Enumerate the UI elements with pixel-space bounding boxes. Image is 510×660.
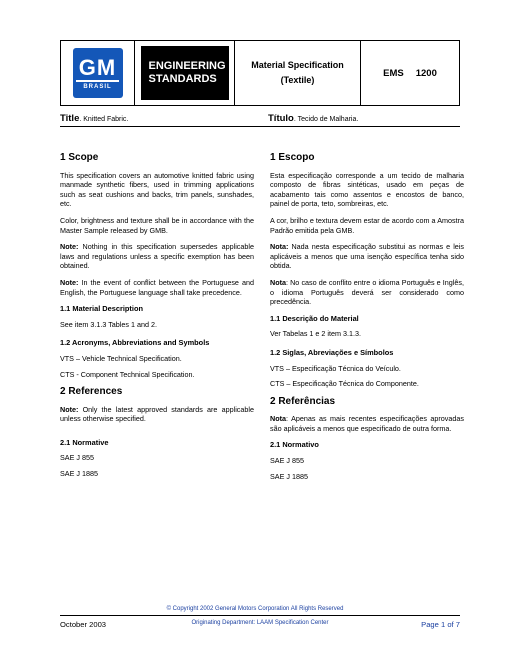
standards-cell [135,41,235,105]
ems-number: 1200 [415,67,437,79]
title-english [60,113,128,124]
note2-en [60,278,254,297]
note1-text-pt: Nada nesta especificação substitui as normas e leis aplicáveis a menos que uma isenção específica tenha sido obtida. [270,242,464,271]
note2-label-pt: Nota [270,277,286,287]
s11-text-pt: Ver Tabelas 1 e 2 item 3.1.3. [270,329,361,339]
footer-divider [60,615,460,616]
material-cell [235,41,361,105]
material-line1: Material Specification [251,60,344,70]
english-column [60,153,254,485]
scope-paragraph1-pt: Esta especificação corresponde a um tecido de malharia composto de fibras sintéticas, usado em peças de acabamento tais como assentos e encostos de banco, painel de porta, teto, sombreiras, etc. [270,170,464,209]
copyright-notice: © Copyright 2002 General Motors Corporation All Rights Reserved [166,606,344,612]
references-heading-pt: 2 Referências [270,395,336,407]
scope-paragraph1-en: This specification covers an automotive knitted fabric using manmade synthetic fibers, used in trimming applications such as seat cushions and backs, trim panels, sunshades, etc. [60,170,254,209]
s11-heading-pt: 1.1 Descrição do Material [270,313,359,323]
ref-note-pt [270,414,464,433]
s12-heading-en: 1.2 Acronyms, Abbreviations and Symbols [60,338,210,348]
s12-cts-pt: CTS – Especificação Técnica do Componente. [270,379,419,389]
title-label-en: Title [60,113,80,124]
note2-text-en: In the event of conflict between the Portuguese and English, the Portuguese language shall take precedence. [60,277,254,297]
note1-pt [270,242,464,271]
sae1-en: SAE J 855 [60,453,94,463]
engineering-standards-box [141,46,229,100]
s21-heading-pt: 2.1 Normativo [270,440,319,450]
logo-cell [61,41,135,105]
ref-note-label-en: Note: [60,404,79,414]
footer-date: October 2003 [60,620,107,629]
ems-cell [361,41,459,105]
s12-cts-en: CTS - Component Technical Specification. [60,369,195,379]
title-divider [60,126,460,127]
title-value-en: . Knitted Fabric. [79,116,129,123]
note2-pt [270,278,464,307]
s12-vts-pt: VTS – Especificação Técnica do Veículo. [270,363,401,373]
note1-label-pt: Nota: [270,242,289,252]
note1-text-en: Nothing in this specification supersedes applicable laws and regulations unless a specific exemption has been obtained. [60,242,254,271]
s21-heading-en: 2.1 Normative [60,437,109,447]
portuguese-column [270,153,464,487]
sae2-pt: SAE J 1885 [270,471,308,481]
scope-paragraph2-pt: A cor, brilho e textura devem estar de acordo com a Amostra Padrão emitida pela GMB. [270,215,464,235]
note1-en [60,242,254,271]
s11-heading-en: 1.1 Material Description [60,304,143,314]
gm-brasil-logo [73,48,123,98]
ref-note-en [60,405,254,424]
ref-note-text-pt: : Apenas as mais recentes especificações aprovadas são aplicáveis a menos que especificado de outra forma. [270,414,464,433]
s12-heading-pt: 1.2 Siglas, Abreviações e Símbolos [270,347,394,357]
logo-subtext: BRASIL [83,83,112,90]
title-value-pt: . Tecido de Malharia. [293,116,359,123]
s12-vts-en: VTS – Vehicle Technical Specification. [60,353,182,363]
scope-heading-en: 1 Scope [60,152,99,163]
note2-label-en: Note: [60,277,79,287]
page-number: Page 1 of 7 [421,620,460,629]
logo-text: GM [76,57,119,82]
ref-note-text-en: Only the latest approved standards are applicable unless otherwise specified. [60,404,254,424]
footer-department: Originating Department: LAAM Specification Center [191,620,329,626]
sae1-pt: SAE J 855 [270,456,304,466]
sae2-en: SAE J 1885 [60,469,98,479]
references-heading-en: 2 References [60,386,123,398]
title-label-pt: Título [268,113,294,124]
document-header [60,40,460,106]
standards-line2: STANDARDS [148,73,217,85]
note2-text-pt: : No caso de conflito entre o idioma Português e Inglês, o idioma Português deverá ser considerado como precedência. [270,277,464,307]
s11-text-en: See item 3.1.3 Tables 1 and 2. [60,319,157,329]
ems-label: EMS [383,67,404,79]
standards-line1: ENGINEERING [148,60,226,72]
material-line2: (Textile) [280,75,315,85]
title-portuguese [268,113,358,124]
scope-paragraph2-en: Color, brightness and texture shall be in accordance with the Master Sample released by GMB. [60,215,254,235]
scope-heading-pt: 1 Escopo [270,152,315,163]
note1-label-en: Note: [60,242,79,252]
ref-note-label-pt: Nota [270,414,286,424]
